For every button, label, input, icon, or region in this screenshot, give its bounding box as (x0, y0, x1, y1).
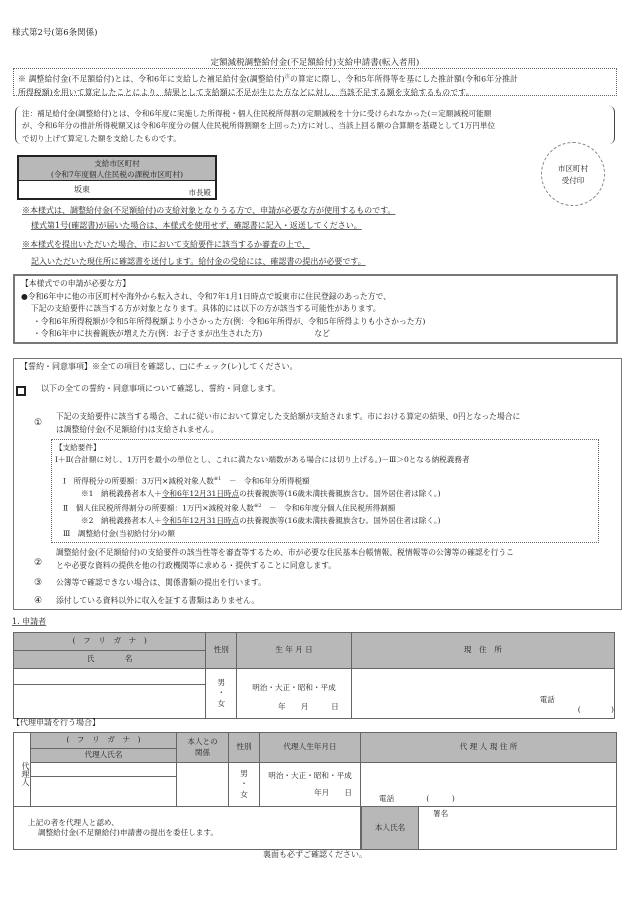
furigana-header: ( フ リ ガ ナ ) (14, 633, 206, 651)
phone-input[interactable]: ( ) (577, 704, 614, 714)
relation-input[interactable] (177, 763, 229, 807)
instruction-line-1: ※本様式は、調整給付金(不足額給付)の支給対象となりうる方で、申請が必要な方が使用するものです。 (22, 206, 396, 215)
proxy-side-label: 代理人 (14, 733, 31, 807)
eligible-persons-box: 【本様式での申請が必要な方】 ●令和6年中に他の市区町村や海外から転入され、令和7年1月1日時点で坂東市に住民登録のあった方で、 下記の支給要件に該当する方が対象となります。具体的には以下の方が該当する可能性があります。 ・令和6年所得税額が令和5年所得税額より小さかった方(例：令和6年所得が、令和5年所得よりも小さかった方) ・令和6年中に扶養親族が増えた方(例：お子さまが出生された方) など (13, 274, 618, 344)
proxy-dob-header: 代理人生年月日 (260, 733, 361, 763)
proxy-name-header: 代理人氏名 (31, 749, 177, 763)
signature-field[interactable]: 署名 (433, 809, 449, 818)
proxy-dob-field[interactable]: 明治・大正・昭和・平成 年月 日 (260, 763, 361, 807)
address-field[interactable] (351, 669, 614, 719)
pledge-item-1: 下記の支給要件に該当する場合、これに従い市において算定した支給額が支給されます。市における算定の結果、0円となった場合に は調整給付金(不足額給付)は支給されません。 (56, 412, 521, 434)
pledge-consent-section (13, 358, 622, 610)
proxy-address-field[interactable] (361, 763, 617, 807)
municipality-header: 支給市区町村 (令和7年度個人住民税の課税市区町村) (19, 157, 215, 181)
payment-requirements-box: 【支給要件】 Ⅰ＋Ⅱ(合計額に対し、1万円を最小の単位とし、これに満たない端数がある場合には切り上げる。)－Ⅲ＞0となる納税義務者 Ⅰ 所得税分の所要額：3万円×減税対象人数$^{※1}$ － 令和6年分所得税額 ※1 納税義務者本人＋令和6年12月31日時点の扶養親族等(16歳未満扶養親族含む。国外居住者は除く。) Ⅱ 個人住民税所得割分の所要額：1万円×減税対象人数$^{※2}$ － 令和6年度分個人住民税所得割額 ※2 納税義務者本人＋令和5年12月31日時点の扶養親族等(16歳未満扶養親族含む。国外居住者は除く。) Ⅲ 調整給付金(当初給付分)の額 (51, 439, 599, 543)
municipality-city: 坂東 (74, 185, 90, 194)
proxy-name-input[interactable] (31, 777, 177, 807)
item-number: ② (34, 558, 43, 568)
pledge-heading: 【誓約・同意事項】※全ての項目を確認し、□にチェック(レ)してください。 (20, 362, 298, 371)
proxy-table (13, 732, 617, 850)
instruction-line-2: 様式第1号(確認書)が届いた場合は、本様式を使用せず、確認書に記入・返送してください。 (31, 221, 362, 230)
pledge-item-2: 調整給付金(不足額給付)の支給要件の該当性等を審査等するため、市が必要な住民基本台帳情報、税情報等の公簿等の確認を行うこ とや必要な資料の提供を他の行政機関等に求める・提供することに同意します。 (56, 548, 514, 570)
instruction-line-3: ※本様式を提出いただいた場合、市において支給要件に該当するか審査の上で、 (22, 240, 310, 249)
phone-label: 電話 (539, 694, 555, 704)
item-number: ④ (34, 596, 43, 606)
footer-note: 裏面も必ずご確認ください。 (263, 850, 367, 859)
pledge-item-4: 添付している資料以外に収入を証する書類はありません。 (56, 596, 260, 605)
instruction-line-4: 記入いただいた現住所に確認書を送付します。給付金の受給には、確認書の提出が必要です。 (31, 257, 366, 266)
proxy-gender-select[interactable]: 男 ・ 女 (229, 763, 260, 807)
name-header: 氏 名 (14, 651, 206, 669)
supplementary-note: 注：補足給付金(調整給付)とは、令和6年度に実施した所得税・個人住民税所得割の定額減税を十分に受けられなかった(＝定額減税可能額 が、令和6年分の推計所得税額又は令和6年度分の個人住民税所得割額を上回った)方に対し、当該上回る額の合算額を基礎として1万円単位 で切り上げて算定した額を支給したものです。 (15, 106, 615, 144)
pledge-item-3: 公簿等で確認できない場合は、関係書類の提出を行います。 (56, 578, 266, 587)
gender-header: 性別 (206, 633, 237, 669)
name-input[interactable] (14, 685, 206, 719)
proxy-furigana-input[interactable] (31, 763, 177, 777)
delegation-statement: 上記の者を代理人と認め、 調整給付金(不足額給付)申請書の提出を委任します。 (14, 807, 361, 850)
page-title: 定額減税調整給付金(不足額給付)支給申請書(転入者用) (210, 58, 420, 68)
proxy-gender-header: 性別 (229, 733, 260, 763)
proxy-furigana-header: ( フ リ ガ ナ ) (31, 733, 177, 749)
mayor-suffix: 市長殿 (188, 188, 211, 197)
agree-label: 以下の全ての誓約・同意事項について確認し、誓約・同意します。 (41, 384, 281, 393)
dob-field[interactable]: 明治・大正・昭和・平成 年 月 日 (237, 669, 351, 719)
form-number: 様式第2号(第6条関係) (12, 28, 98, 38)
item-number: ① (34, 418, 43, 428)
furigana-input[interactable] (14, 669, 206, 685)
relation-header: 本人との 関係 (177, 733, 229, 763)
applicant-table (13, 632, 615, 719)
agree-checkbox[interactable] (16, 386, 26, 396)
proxy-phone-input[interactable]: ( ) (426, 793, 455, 803)
item-number: ③ (34, 578, 43, 588)
dob-header: 生 年 月 日 (237, 633, 351, 669)
definition-note: ※ 調整給付金(不足額給付)とは、令和6年に支給した補足給付金(調整給付)$^注$の算定に際し、令和5年所得等を基にした推計額(令和6年分推計 所得税額)を用いて算定したことにより、結果として支給額に不足が生じた方などに対し、当該不足する額を支給するものです。 (13, 68, 617, 96)
principal-name-label: 本人氏名 (361, 807, 419, 849)
proxy-address-header: 代 理 人 現 住 所 (361, 733, 617, 763)
proxy-section-title: 【代理申請を行う場合】 (12, 718, 100, 727)
reception-stamp-area: 市区町村 受付印 (541, 142, 605, 206)
proxy-phone-label: 電話 (379, 793, 395, 803)
municipality-box (17, 155, 217, 200)
applicant-section-title: 1. 申請者 (12, 617, 47, 626)
gender-select[interactable]: 男 ・ 女 (206, 669, 237, 719)
address-header: 現 住 所 (351, 633, 614, 669)
